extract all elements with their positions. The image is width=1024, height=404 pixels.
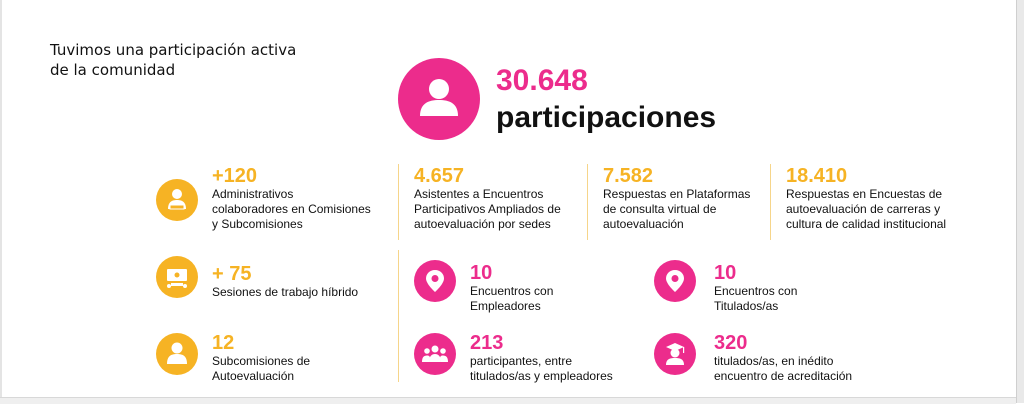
stat-participantes-line-1: participantes, entre [470, 354, 573, 368]
stat-participantes-desc [470, 354, 640, 384]
divider [770, 164, 771, 240]
stat-subcomisiones [212, 333, 392, 384]
stat-subcomisiones-line-1: Subcomisiones de [212, 354, 311, 368]
stat-encuestas-number: 18.410 [786, 165, 848, 187]
stat-admin-line-2: colaboradores en Comisiones [212, 202, 371, 216]
stat-asistentes-desc [414, 187, 584, 232]
stat-empleadores-desc [470, 284, 620, 314]
stat-plataformas-number: 7.582 [603, 165, 654, 187]
stat-encuestas-desc [786, 187, 986, 232]
group-icon [414, 333, 456, 375]
divider [398, 250, 399, 382]
stat-plataformas-desc [603, 187, 768, 232]
hero-label: participaciones [496, 101, 717, 134]
stat-encuestas [786, 166, 986, 232]
stat-titulados-line-1: Encuentros con [714, 284, 798, 298]
stat-subcomisiones-desc [212, 354, 392, 384]
stat-participantes [470, 333, 640, 384]
stat-empleadores-number: 10 [470, 262, 493, 284]
stat-hibrido-number: + 75 [212, 263, 252, 285]
stat-asistentes-line-1: Asistentes a Encuentros [414, 187, 544, 201]
stat-asistentes [414, 166, 584, 232]
stat-admin-desc [212, 187, 392, 232]
stat-plataformas-line-1: Respuestas en Plataformas [603, 187, 751, 201]
stat-titulados [714, 263, 864, 314]
stat-empleadores-line-2: Empleadores [470, 299, 541, 313]
stat-titulados-desc [714, 284, 864, 314]
stat-asistentes-line-3: autoevaluación por sedes [414, 217, 551, 231]
stat-hibrido-desc: Sesiones de trabajo híbrido [212, 285, 359, 299]
stat-acreditacion-desc [714, 354, 884, 384]
divider [398, 164, 399, 240]
stat-encuestas-line-2: autoevaluación de carreras y [786, 202, 941, 216]
stat-plataformas-line-2: de consulta virtual de [603, 202, 717, 216]
divider [587, 164, 588, 240]
intro-text [50, 40, 370, 80]
stat-empleadores-line-1: Encuentros con [470, 284, 554, 298]
stat-subcomisiones-number: 12 [212, 332, 235, 354]
intro-line-2: de la comunidad [50, 61, 176, 79]
stat-titulados-line-2: Titulados/as [714, 299, 779, 313]
graduate-icon [654, 333, 696, 375]
person-icon [398, 58, 480, 140]
stat-admin-number: +120 [212, 165, 258, 187]
stat-hibrido [212, 264, 392, 300]
stat-admin [212, 166, 392, 232]
stat-participantes-number: 213 [470, 332, 504, 354]
stat-titulados-number: 10 [714, 262, 737, 284]
window-border-left [0, 0, 2, 403]
stat-subcomisiones-line-2: Autoevaluación [212, 369, 295, 383]
stat-asistentes-number: 4.657 [414, 165, 465, 187]
stat-encuestas-line-1: Respuestas en Encuestas de [786, 187, 943, 201]
stat-encuestas-line-3: cultura de calidad institucional [786, 217, 947, 231]
stat-admin-line-3: y Subcomisiones [212, 217, 303, 231]
location-pin-icon [654, 260, 696, 302]
hybrid-session-icon [156, 256, 198, 298]
stat-plataformas [603, 166, 768, 232]
stat-asistentes-line-2: Participativos Ampliados de [414, 202, 561, 216]
stat-empleadores [470, 263, 620, 314]
stat-acreditacion-number: 320 [714, 332, 748, 354]
stat-participantes-line-2: titulados/as y empleadores [470, 369, 613, 383]
location-pin-icon [414, 260, 456, 302]
scrollbar[interactable] [1016, 0, 1024, 403]
stat-acreditacion [714, 333, 884, 384]
person-icon [156, 333, 198, 375]
intro-line-1: Tuvimos una participación activa [50, 41, 297, 59]
stat-acreditacion-line-2: encuentro de acreditación [714, 369, 853, 383]
admin-person-icon [156, 179, 198, 221]
stat-admin-line-1: Administrativos [212, 187, 294, 201]
stat-acreditacion-line-1: titulados/as, en inédito [714, 354, 834, 368]
stat-plataformas-line-3: autoevaluación [603, 217, 684, 231]
hero-number: 30.648 [496, 64, 588, 97]
